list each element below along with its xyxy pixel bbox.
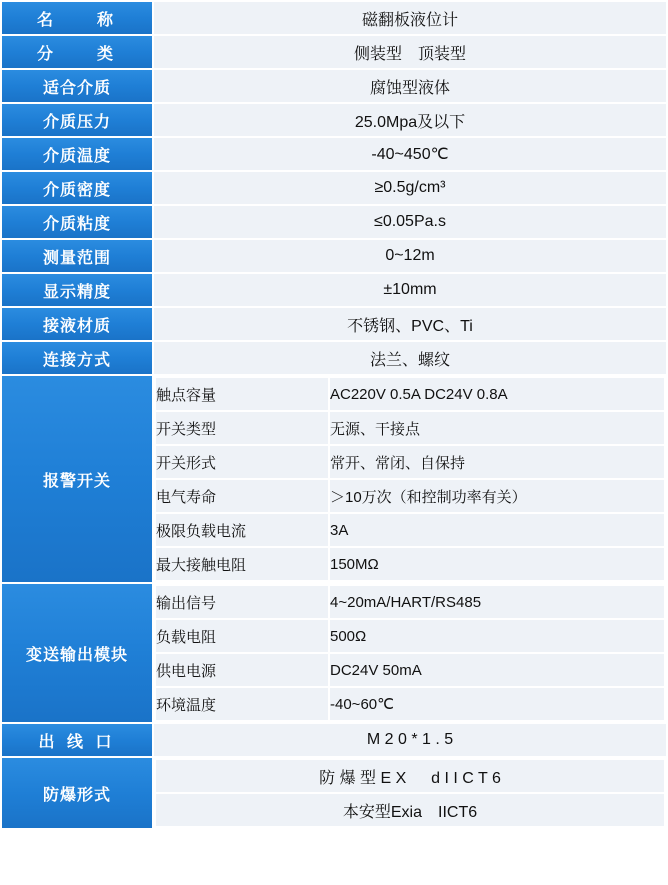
transmitter-item-label-output-signal: 输出信号 — [156, 586, 328, 618]
transmitter-item-value-ambient-temperature: -40~60℃ — [330, 688, 664, 720]
table-row — [2, 240, 666, 272]
list-item — [156, 548, 664, 580]
explosion-proof-value-ex-diict6: 防 爆 型 E X d I I C T 6 — [156, 760, 664, 792]
row-value-temperature: -40~450℃ — [154, 138, 666, 170]
list-item — [156, 514, 664, 546]
row-value-medium: 腐蚀型液体 — [154, 70, 666, 102]
table-row — [2, 206, 666, 238]
table-row-outlet — [2, 724, 666, 756]
row-label-connection: 连接方式 — [2, 342, 152, 374]
row-value-pressure: 25.0Mpa及以下 — [154, 104, 666, 136]
alarm-item-label-switch-type: 开关类型 — [156, 412, 328, 444]
alarm-item-label-limit-load-current: 极限负载电流 — [156, 514, 328, 546]
list-item — [156, 480, 664, 512]
table-row — [2, 138, 666, 170]
alarm-item-label-contact-capacity: 触点容量 — [156, 378, 328, 410]
row-value-viscosity: ≤0.05Pa.s — [154, 206, 666, 238]
table-row-transmitter-module — [2, 584, 666, 722]
table-row — [2, 274, 666, 306]
explosion-proof-value-exia-iict6: 本安型Exia IICT6 — [156, 794, 664, 826]
explosion-proof-group — [154, 758, 666, 828]
table-row-explosion-proof — [2, 758, 666, 828]
table-row — [2, 172, 666, 204]
table-row — [2, 36, 666, 68]
row-value-accuracy: ±10mm — [154, 274, 666, 306]
row-value-wetted-material: 不锈钢、PVC、Ti — [154, 308, 666, 340]
list-item — [156, 586, 664, 618]
alarm-item-value-electrical-life: ＞10万次（和控制功率有关） — [330, 480, 664, 512]
alarm-item-label-max-contact-resistance: 最大接触电阻 — [156, 548, 328, 580]
transmitter-item-label-power-supply: 供电电源 — [156, 654, 328, 686]
transmitter-item-value-power-supply: DC24V 50mA — [330, 654, 664, 686]
table-row — [2, 70, 666, 102]
row-label-pressure: 介质压力 — [2, 104, 152, 136]
row-label-density: 介质密度 — [2, 172, 152, 204]
row-label-outlet: 出 线 口 — [2, 724, 152, 756]
alarm-item-value-contact-capacity: AC220V 0.5A DC24V 0.8A — [330, 378, 664, 410]
row-label-explosion-proof: 防爆形式 — [2, 758, 152, 828]
row-label-medium: 适合介质 — [2, 70, 152, 102]
table-body — [2, 2, 666, 828]
row-value-name: 磁翻板液位计 — [154, 2, 666, 34]
list-item — [156, 412, 664, 444]
row-label-transmitter-module: 变送输出模块 — [2, 584, 152, 722]
list-item — [156, 688, 664, 720]
transmitter-item-label-load-resistance: 负载电阻 — [156, 620, 328, 652]
transmitter-item-label-ambient-temperature: 环境温度 — [156, 688, 328, 720]
transmitter-item-value-output-signal: 4~20mA/HART/RS485 — [330, 586, 664, 618]
alarm-item-value-limit-load-current: 3A — [330, 514, 664, 546]
explosion-proof-table — [154, 758, 666, 828]
table-row — [2, 342, 666, 374]
row-label-classification: 分 类 — [2, 36, 152, 68]
table-row — [2, 104, 666, 136]
row-value-classification: 侧装型 顶装型 — [154, 36, 666, 68]
alarm-switch-group — [154, 376, 666, 582]
list-item — [156, 760, 664, 792]
alarm-item-value-max-contact-resistance: 150MΩ — [330, 548, 664, 580]
list-item — [156, 654, 664, 686]
table-row-alarm-switch — [2, 376, 666, 582]
table-row — [2, 2, 666, 34]
transmitter-module-group — [154, 584, 666, 722]
alarm-item-label-electrical-life: 电气寿命 — [156, 480, 328, 512]
row-label-viscosity: 介质粘度 — [2, 206, 152, 238]
table-row — [2, 308, 666, 340]
alarm-item-label-switch-form: 开关形式 — [156, 446, 328, 478]
transmitter-item-value-load-resistance: 500Ω — [330, 620, 664, 652]
list-item — [156, 794, 664, 826]
row-value-density: ≥0.5g/cm³ — [154, 172, 666, 204]
row-value-outlet: M 2 0 * 1 . 5 — [154, 724, 666, 756]
row-value-range: 0~12m — [154, 240, 666, 272]
transmitter-module-table — [154, 584, 666, 722]
list-item — [156, 378, 664, 410]
alarm-item-value-switch-type: 无源、干接点 — [330, 412, 664, 444]
row-label-accuracy: 显示精度 — [2, 274, 152, 306]
row-value-connection: 法兰、螺纹 — [154, 342, 666, 374]
list-item — [156, 620, 664, 652]
alarm-item-value-switch-form: 常开、常闭、自保持 — [330, 446, 664, 478]
row-label-range: 测量范围 — [2, 240, 152, 272]
row-label-temperature: 介质温度 — [2, 138, 152, 170]
row-label-wetted-material: 接液材质 — [2, 308, 152, 340]
alarm-switch-table — [154, 376, 666, 582]
row-label-alarm-switch: 报警开关 — [2, 376, 152, 582]
list-item — [156, 446, 664, 478]
row-label-name: 名 称 — [2, 2, 152, 34]
